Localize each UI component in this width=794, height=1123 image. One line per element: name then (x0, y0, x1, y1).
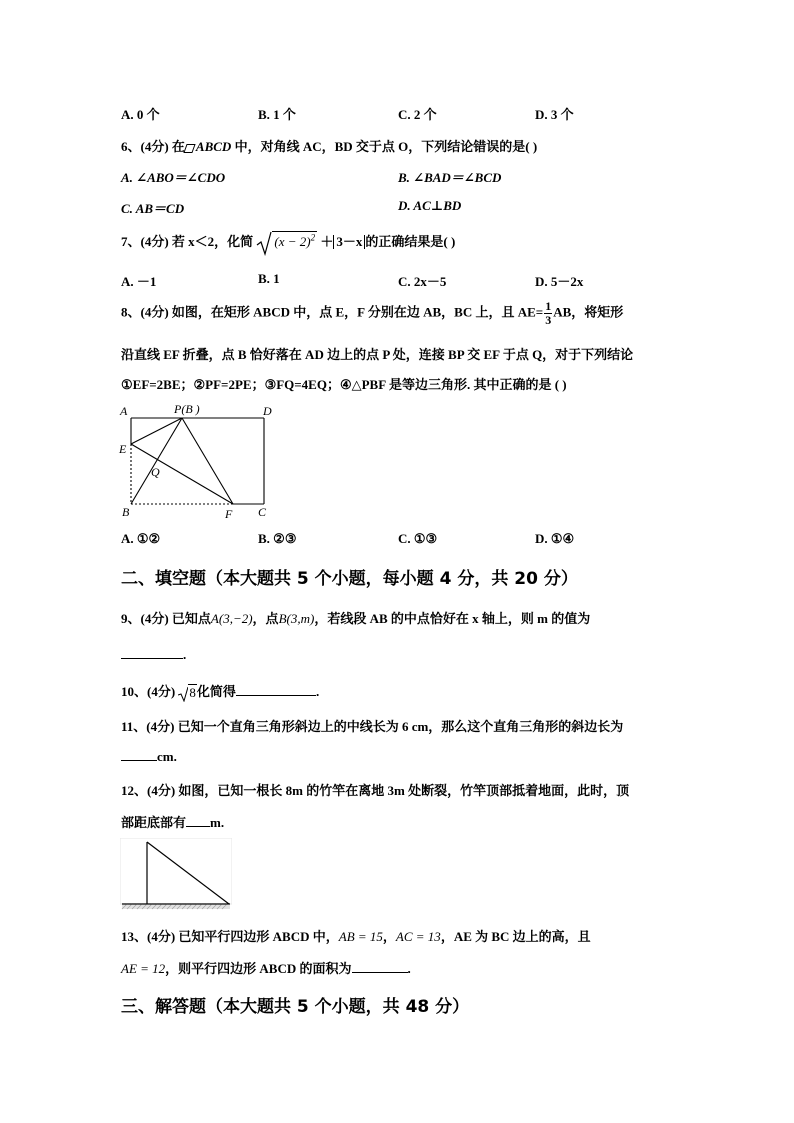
q12-answer-blank[interactable] (186, 814, 210, 827)
q5-option-c: C. 2 个 (398, 107, 437, 122)
section-2-heading: 二、填空题（本大题共 5 个小题，每小题 4 分，共 20 分） (121, 569, 578, 589)
q13-a: 13、(4分) 已知平行四边形 ABCD 中， (121, 929, 339, 944)
q7-prefix: 7、(4分) 若 x＜2，化简 (121, 233, 254, 249)
label-b: B (122, 505, 130, 519)
q8-line-1b: AB，将矩形 (553, 304, 624, 320)
q13-line-2 (121, 958, 411, 977)
q8-line-1a: 8、(4分) 如图，在矩形 ABCD 中，点 E，F 分别在边 AB，BC 上，且 AE= (121, 304, 544, 320)
q8-rectangle-figure (110, 398, 280, 523)
q9-c: ，若线段 AB 的中点恰好在 x 轴上，则 m 的值为 (314, 611, 591, 626)
q8-line-3: ①EF=2BE；②PF=2PE；③FQ=4EQ；④△PBF 是等边三角形. 其中正确的是 ( ) (121, 377, 567, 392)
q13-ab: AB = 15 (338, 929, 383, 944)
q8-fraction (544, 300, 552, 327)
q7-exponent: 2 (310, 232, 316, 243)
bamboo-broken-part (147, 842, 229, 904)
sqrt-sign-icon (256, 230, 272, 256)
q11-line-2 (121, 748, 177, 765)
q8-option-d: D. ①④ (535, 531, 575, 546)
q6-prefix: 6、(4分) 在 (121, 139, 185, 154)
q8-option-c: C. ①③ (398, 531, 438, 546)
q7-radicand (272, 231, 317, 249)
q12-line-2b: m. (210, 815, 225, 830)
q9-stem (121, 608, 590, 627)
parallelogram-icon (183, 144, 195, 153)
label-q: Q (151, 465, 160, 479)
q7-sqrt (256, 230, 317, 256)
q13-b: ，AE 为 BC 边上的高，且 (440, 929, 591, 944)
q12-line-1: 12、(4分) 如图，已知一根长 8m 的竹竿在离地 3m 处断裂，竹竿顶部抵着地面，此时，顶 (121, 783, 630, 798)
q10-answer-blank[interactable] (236, 683, 316, 696)
q6-option-d: D. AC⊥BD (398, 198, 462, 213)
q10-a: 10、(4分) (121, 684, 176, 699)
q13-c: ，则平行四边形 ABCD 的面积为 (165, 961, 352, 976)
segment-ef (131, 444, 233, 504)
q12-bamboo-figure (120, 838, 232, 914)
label-a: A (120, 404, 128, 418)
q9-end: . (183, 647, 187, 662)
q9-point-a: A(3,−2) (210, 611, 253, 626)
q9-b: ，点 (252, 611, 279, 626)
q10-sqrt (178, 685, 197, 702)
q9-a: 9、(4分) 已知点 (121, 611, 211, 626)
section-3-heading: 三、解答题（本大题共 5 个小题，共 48 分） (121, 997, 470, 1017)
q10-radicand: 8 (189, 684, 196, 700)
q7-suffix: 的正确结果是( ) (365, 233, 456, 249)
q10-stem (121, 681, 319, 702)
q8-option-b: B. ②③ (258, 531, 297, 546)
q12-line-2a: 部距底部有 (121, 815, 187, 830)
q6-option-a: A. ∠ABO＝∠CDO (121, 170, 226, 185)
q6-option-c: C. AB＝CD (121, 201, 185, 216)
segment-pf (182, 418, 233, 504)
sqrt-sign-icon (178, 686, 188, 702)
q6-shape: ABCD (195, 139, 232, 154)
q13-ae: AE = 12 (121, 961, 166, 976)
q8-frac-num: 1 (545, 299, 552, 313)
q11-answer-blank[interactable] (121, 748, 157, 761)
q10-end: . (315, 684, 320, 699)
q9-point-b: B(3,m) (278, 611, 315, 626)
q8-option-a: A. ①② (121, 531, 161, 546)
q8-frac-den: 3 (545, 313, 552, 327)
q5-option-d: D. 3 个 (535, 107, 574, 122)
q11-line-1: 11、(4分) 已知一个直角三角形斜边上的中线长为 6 cm，那么这个直角三角形的斜边长为 (121, 719, 624, 734)
q6-stem (121, 136, 537, 155)
q12-line-2 (121, 812, 224, 831)
q5-option-a: A. 0 个 (121, 107, 160, 122)
q13-end: . (407, 961, 411, 976)
label-c: C (258, 505, 267, 519)
q10-b: 化简得 (196, 684, 236, 699)
q13-line-1 (121, 926, 591, 945)
q8-line-1 (121, 300, 623, 327)
label-p: P(B ) (174, 402, 200, 416)
q7-plus: ＋ (320, 233, 334, 249)
q6-text: 中，对角线 AC，BD 交于点 O，下列结论错误的是( ) (231, 139, 538, 154)
q7-option-b: B. 1 (258, 271, 280, 286)
q7-radicand-text: (x − 2) (274, 233, 311, 249)
q13-sep: ， (382, 929, 396, 944)
q6-option-b: B. ∠BAD＝∠BCD (398, 170, 502, 185)
q11-unit: cm. (157, 749, 177, 764)
label-d: D (263, 404, 272, 418)
label-e: E (119, 442, 127, 456)
label-f: F (225, 507, 233, 521)
q7-option-a: A. －1 (121, 274, 157, 289)
q8-line-2: 沿直线 EF 折叠，点 B 恰好落在 AD 边上的点 P 处，连接 BP 交 EF 于点 Q，对于下列结论 (121, 347, 634, 362)
q5-option-b: B. 1 个 (258, 107, 296, 122)
q7-stem (121, 230, 455, 256)
q13-ac: AC = 13 (395, 929, 441, 944)
q9-answer-blank[interactable] (121, 646, 183, 659)
q7-absolute-value: 3－x (333, 235, 365, 249)
q7-option-d: D. 5－2x (535, 274, 584, 289)
q7-option-c: C. 2x－5 (398, 274, 447, 289)
q9-answer-line (121, 646, 186, 663)
ground-fill (122, 905, 230, 909)
q13-answer-blank[interactable] (352, 960, 408, 973)
